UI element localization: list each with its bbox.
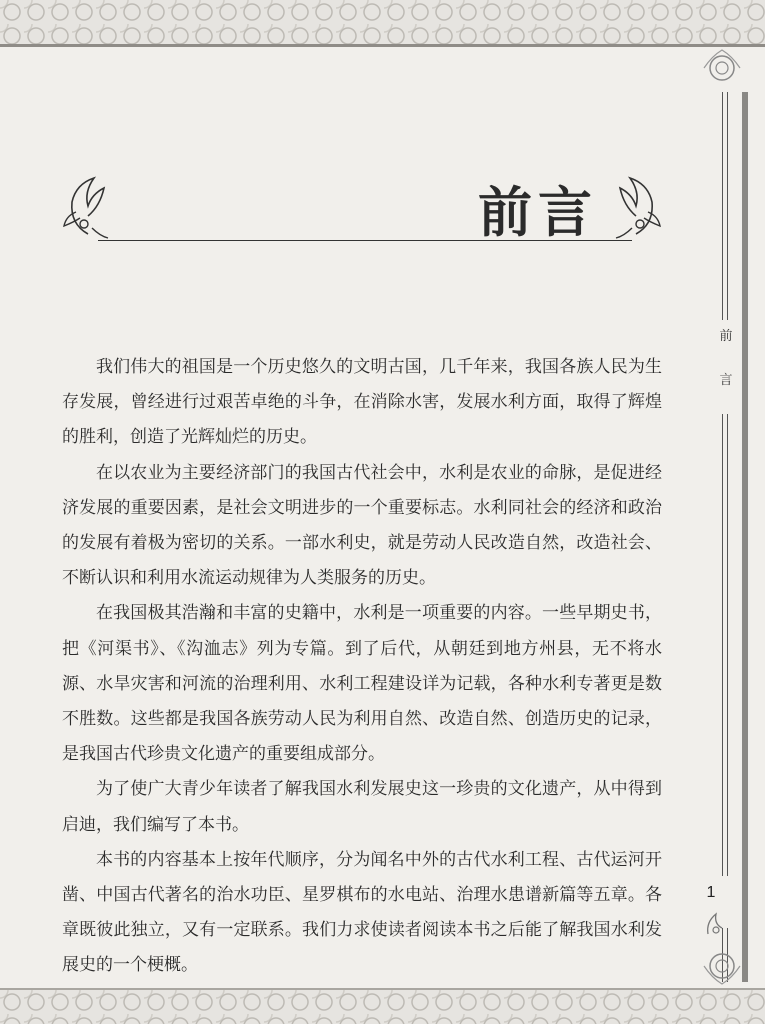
title-underline <box>98 240 632 241</box>
page-title: 前言 <box>478 180 598 244</box>
floral-ornament-icon <box>62 172 112 244</box>
page-number: 1 <box>703 884 719 902</box>
running-header <box>713 326 739 414</box>
side-rail <box>718 92 765 982</box>
side-rail-bar <box>742 92 748 982</box>
paragraph: 为了使广大青少年读者了解我国水利发展史这一珍贵的文化遗产，从中得到启迪，我们编写了本书。 <box>62 779 662 835</box>
paragraph: 本书的内容基本上按年代顺序，分为闻名中外的古代水利工程、古代运河开凿、中国古代著名的治水功臣、星罗棋布的水电站、治理水患谱新篇等五章。各章既彼此独立，又有一定联系。我们力求使读者阅读本书之后能了解我国水利发展史的一个梗概。 <box>62 849 662 976</box>
corner-ornament-icon <box>700 46 744 90</box>
small-floral-icon <box>702 904 730 940</box>
bottom-decorative-border <box>0 988 765 1024</box>
top-decorative-border <box>0 0 765 47</box>
side-rail-double-line <box>722 92 728 982</box>
floral-ornament-icon <box>612 172 662 244</box>
running-header-char: 言 <box>719 373 733 388</box>
chapter-heading <box>62 166 662 246</box>
corner-ornament-icon <box>700 944 744 988</box>
body-text <box>62 350 662 984</box>
running-header-char: 前 <box>719 329 733 344</box>
paragraph: 在以农业为主要经济部门的我国古代社会中，水利是农业的命脉，是促进经济发展的重要因素，是社会文明进步的一个重要标志。水利同社会的经济和政治的发展有着极为密切的关系。一部水利史，就是劳动人民改造自然，改造社会、不断认识和利用水流运动规律为人类服务的历史。 <box>62 462 662 589</box>
paragraph: 我们伟大的祖国是一个历史悠久的文明古国，几千年来，我国各族人民为生存发展，曾经进行过艰苦卓绝的斗争，在消除水害，发展水利方面，取得了辉煌的胜利，创造了光辉灿烂的历史。 <box>62 357 662 448</box>
paragraph: 在我国极其浩瀚和丰富的史籍中，水利是一项重要的内容。一些早期史书，把《河渠书》、《沟洫志》列为专篇。到了后代，从朝廷到地方州县，无不将水源、水旱灾害和河流的治理利用、水利工程建设详为记载，各种水利专著更是数不胜数。这些都是我国各族劳动人民为利用自然、改造自然、创造历史的记录，是我国古代珍贵文化遗产的重要组成部分。 <box>62 603 662 765</box>
